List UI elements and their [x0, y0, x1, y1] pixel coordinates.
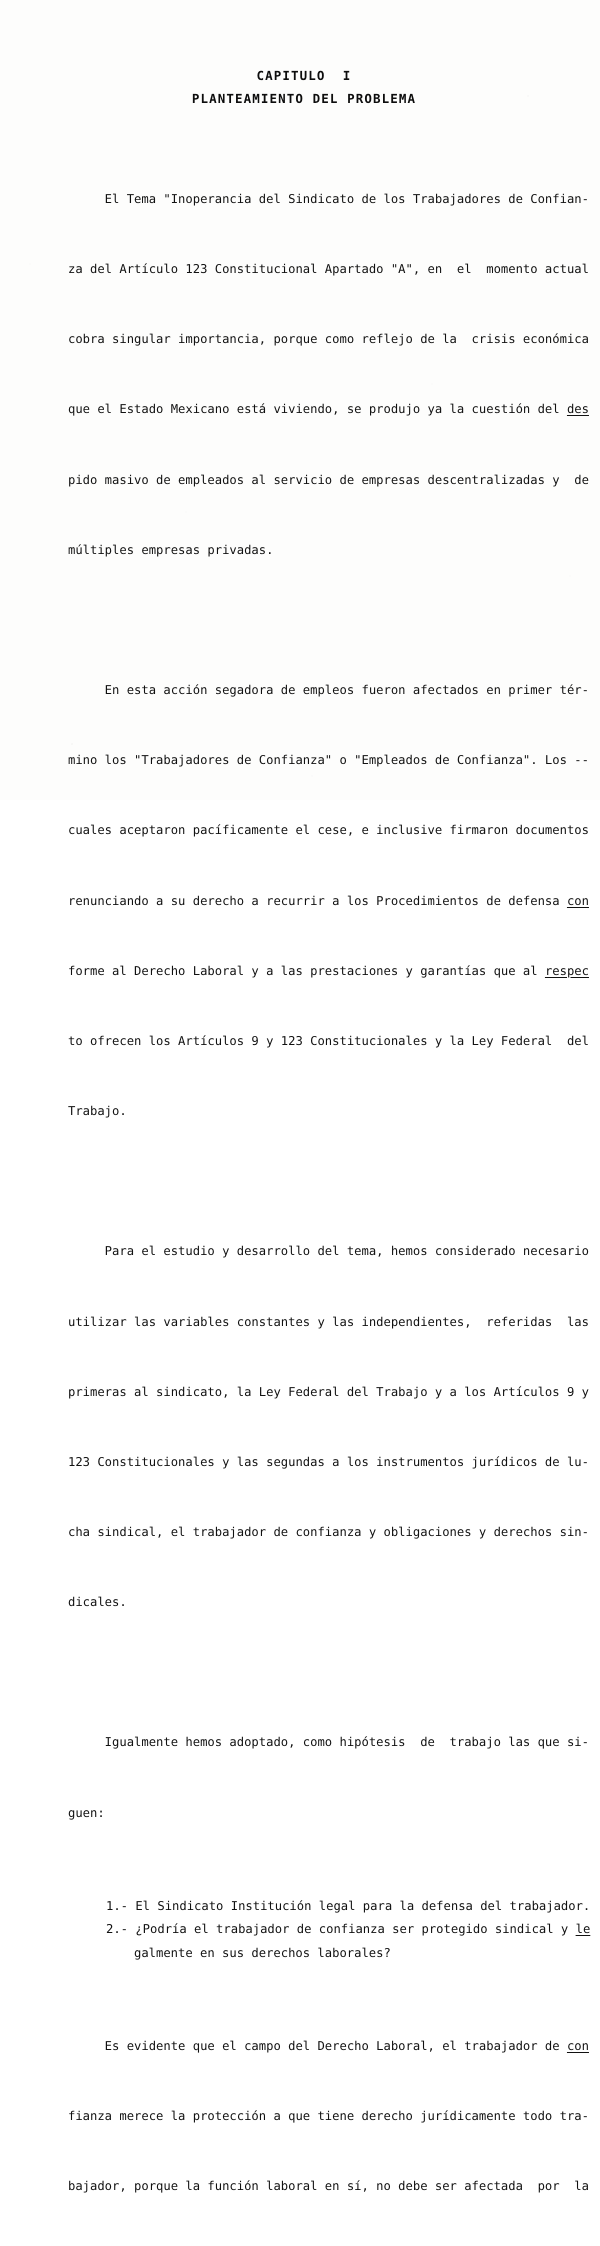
text-line-hyphen-underlined	[68, 2035, 589, 2058]
text-line: dicales.	[68, 1595, 127, 1610]
underlined-word-fragment: con	[566, 2038, 589, 2053]
text-line: to ofrecen los Artículos 9 y 123 Constitucionales y la Ley Federal del	[68, 1034, 589, 1049]
text-line: mino los "Trabajadores de Confianza" o "Empleados de Confianza". Los --	[68, 753, 589, 768]
hypothesis-item-1: 1.- El Sindicato Institución legal para la defensa del trabajador.	[106, 1898, 591, 1913]
paragraph-5	[68, 1988, 589, 2245]
text-line-hyphen-underlined	[68, 960, 589, 983]
hypothesis-item-2-content: 2.- ¿Podría el trabajador de confianza ser protegido sindical y le	[106, 1922, 591, 1937]
hypothesis-item-2-continuation: galmente en sus derechos laborales?	[134, 1945, 391, 1960]
text-line-hyphen-underlined	[68, 890, 589, 913]
text-line: Para el estudio y desarrollo del tema, hemos considerado necesario	[68, 1244, 589, 1259]
text-line: primeras al sindicato, la Ley Federal del Trabajo y a los Artículos 9 y	[68, 1384, 589, 1399]
text-line: cha sindical, el trabajador de confianza y obligaciones y derechos sin-	[68, 1525, 589, 1540]
text-line-content: Es evidente que el campo del Derecho Laboral, el trabajador de con	[68, 2038, 589, 2053]
text-line: cobra singular importancia, porque como reflejo de la crisis económica	[68, 332, 589, 347]
text-line: múltiples empresas privadas.	[68, 542, 274, 557]
text-line: En esta acción segadora de empleos fueron afectados en primer tér-	[68, 682, 589, 697]
document-body	[68, 0, 591, 2246]
text-line-content: forme al Derecho Laboral y a las prestaciones y garantías que al respec	[68, 963, 589, 978]
paragraph-1	[68, 141, 589, 609]
underlined-word-fragment: respec	[544, 963, 589, 978]
text-line: guen:	[68, 1805, 105, 1820]
hypotheses-list	[68, 1895, 591, 1965]
text-line: bajador, porque la función laboral en sí, no debe ser afectada por la	[68, 2179, 589, 2194]
text-line: pido masivo de empleados al servicio de empresas descentralizadas y de	[68, 472, 589, 487]
text-line: fianza merece la protección a que tiene derecho jurídicamente todo tra-	[68, 2109, 589, 2124]
text-line: El Tema "Inoperancia del Sindicato de los Trabajadores de Confian-	[68, 191, 589, 206]
chapter-subtitle: PLANTEAMIENTO DEL PROBLEMA	[191, 91, 417, 106]
underlined-word-fragment: des	[566, 402, 589, 417]
text-line-content: renunciando a su derecho a recurrir a los Procedimientos de defensa con	[68, 893, 589, 908]
text-line: Igualmente hemos adoptado, como hipótesis de trabajo las que si-	[68, 1735, 589, 1750]
paragraph-3	[68, 1193, 589, 1661]
underlined-word-fragment: le	[575, 1922, 591, 1937]
text-line: cuales aceptaron pacíficamente el cese, e inclusive firmaron documentos	[68, 823, 589, 838]
page-heading	[68, 0, 540, 110]
text-line: utilizar las variables constantes y las independientes, referidas las	[68, 1314, 589, 1329]
chapter-title: CAPITULO I	[256, 68, 352, 83]
hypothesis-item-2-underlined	[106, 1918, 591, 1941]
underlined-word-fragment: con	[566, 893, 589, 908]
text-line-content: que el Estado Mexicano está viviendo, se produjo ya la cuestión del des	[68, 402, 589, 417]
text-line: za del Artículo 123 Constitucional Apartado "A", en el momento actual	[68, 262, 589, 277]
paragraph-4	[68, 1685, 589, 1872]
text-line-hyphen-underlined	[68, 398, 589, 421]
paragraph-2	[68, 632, 589, 1170]
text-line: Trabajo.	[68, 1104, 127, 1119]
text-line: 123 Constitucionales y las segundas a los instrumentos jurídicos de lu-	[68, 1454, 589, 1469]
